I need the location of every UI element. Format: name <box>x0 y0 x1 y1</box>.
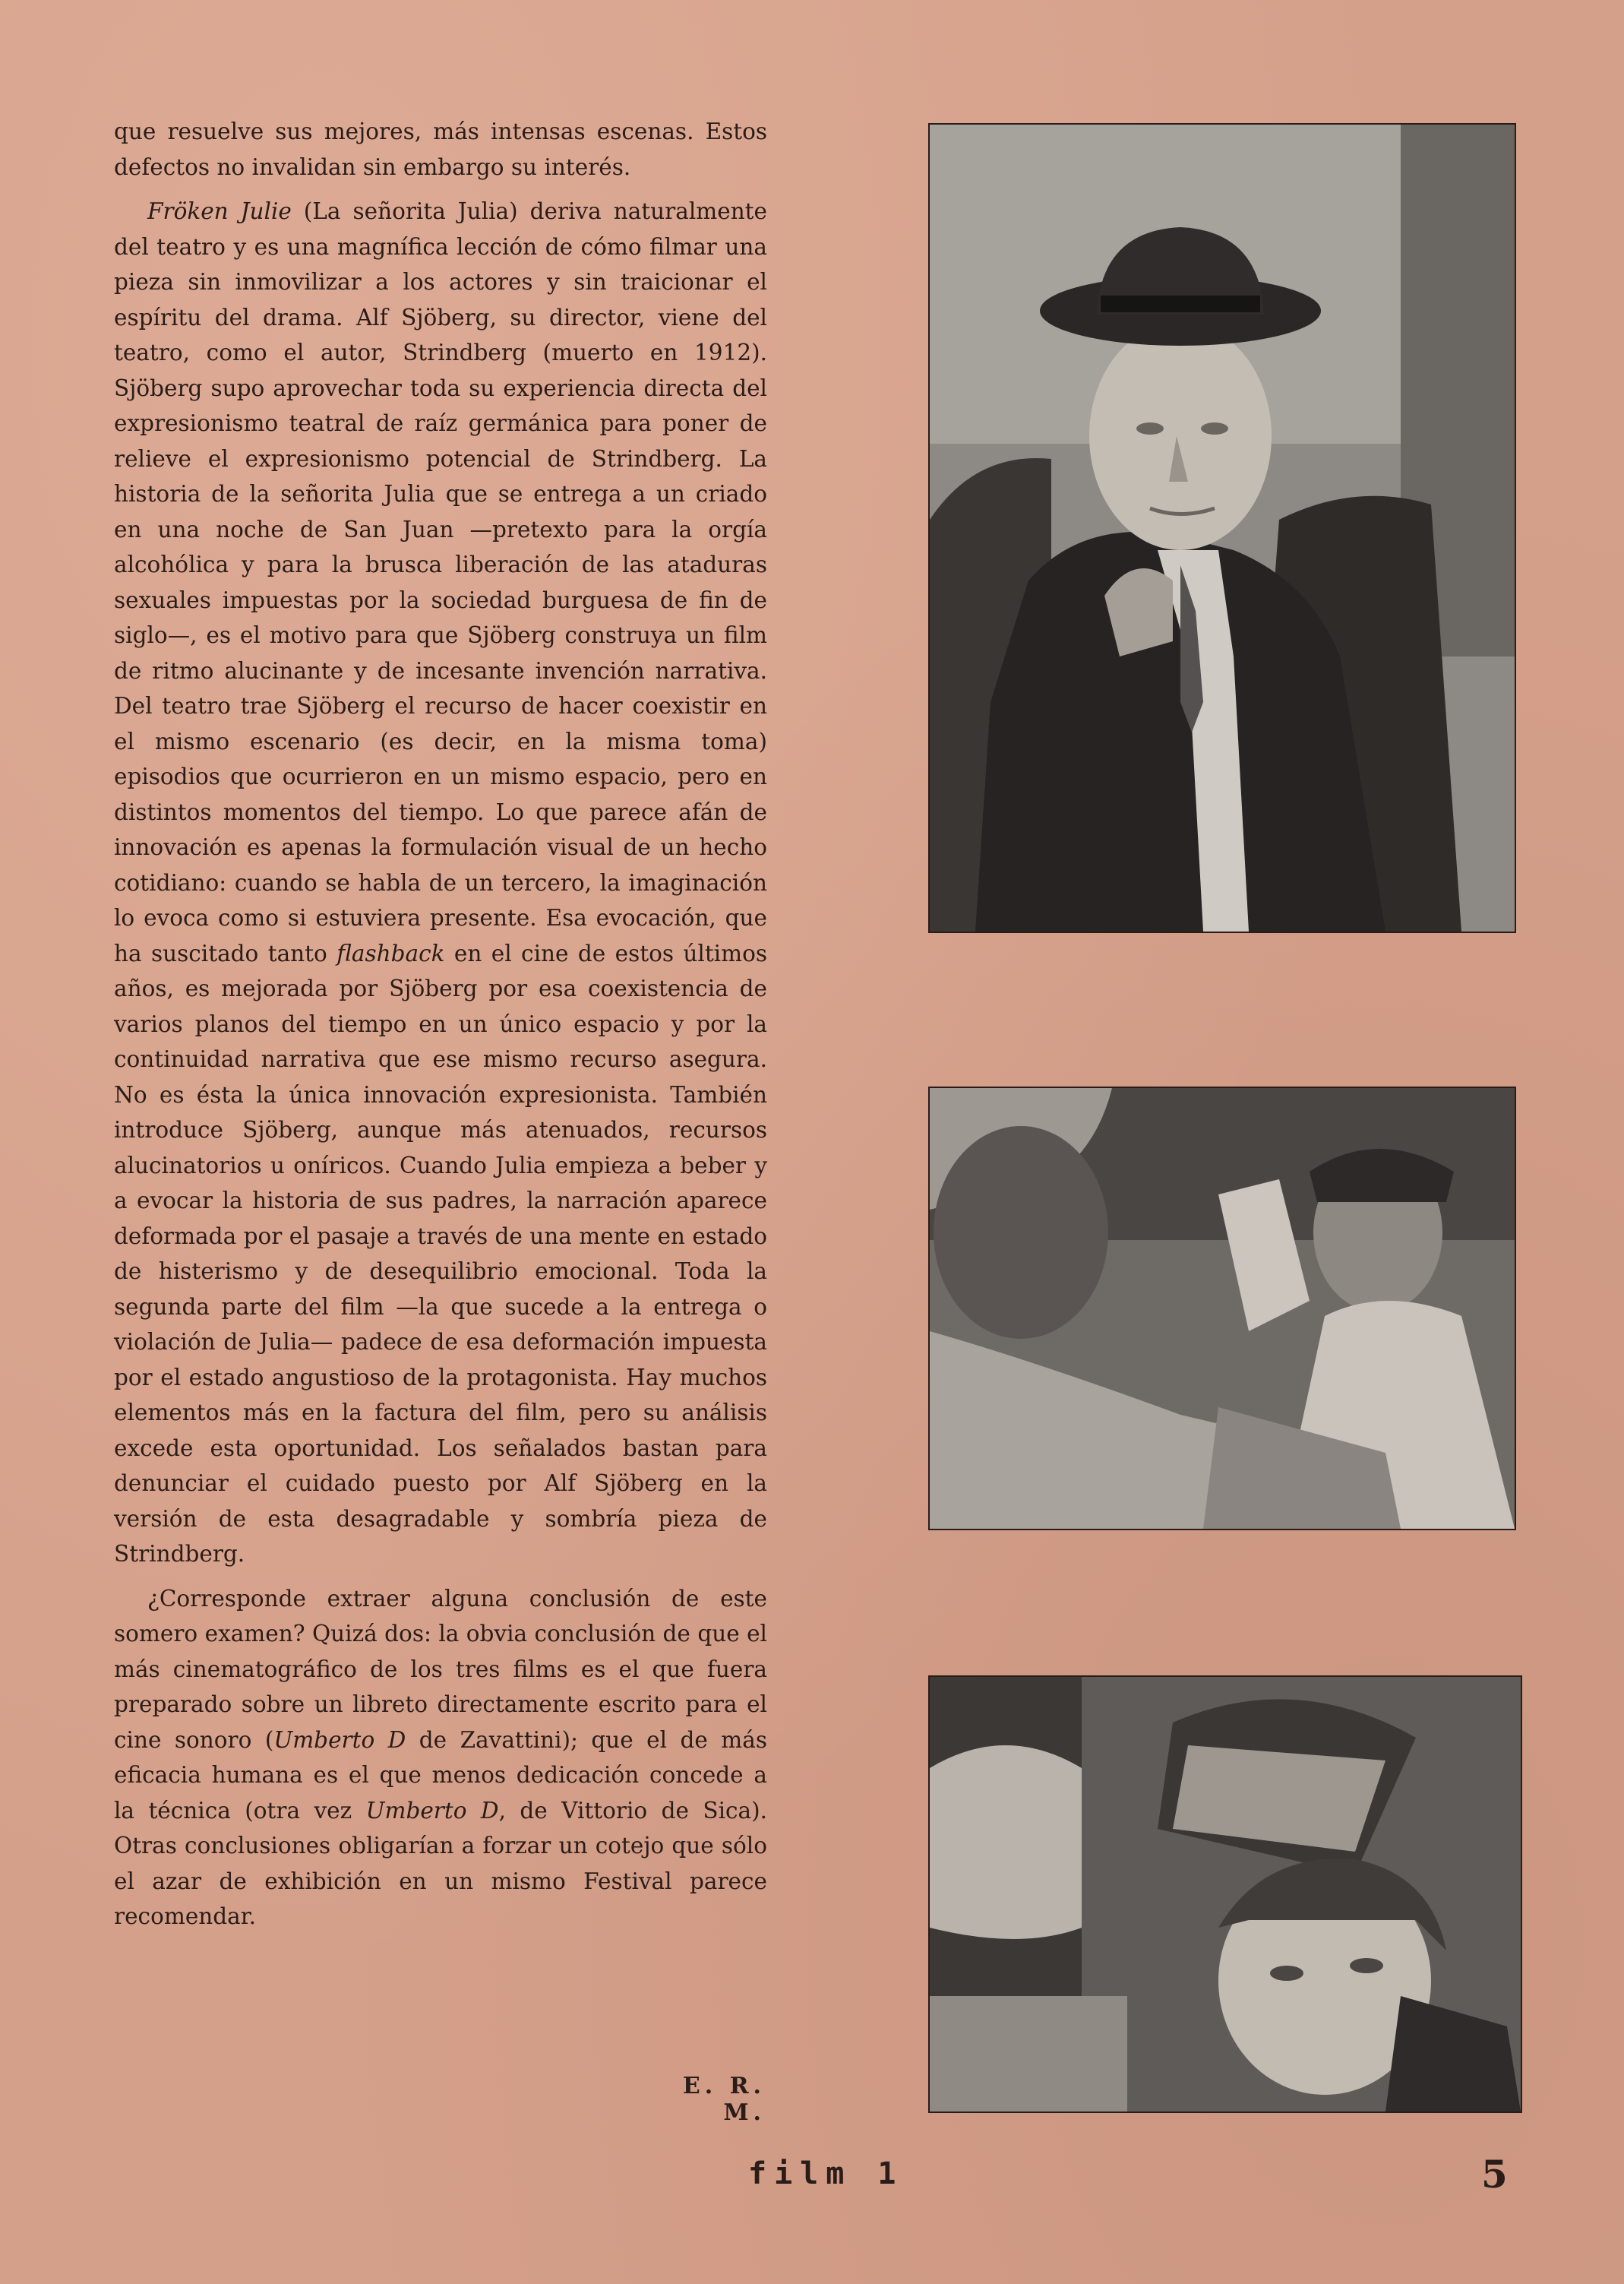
page-number: 5 <box>1481 2152 1508 2197</box>
italic-title: Umberto D <box>365 1797 499 1824</box>
italic-title: flashback <box>336 940 445 966</box>
author-signature: E. R. M. <box>682 2073 766 2126</box>
photo-woman-close-up <box>928 1675 1522 2113</box>
italic-title: Umberto D <box>273 1726 406 1753</box>
text-run: , de Vittorio de Sica). Otras conclusiones obligarían a forzar un cotejo que sólo el azar de exhibición en un mismo Festival parece recomendar. <box>114 1797 767 1929</box>
article-text <box>114 114 767 1934</box>
photo-two-men <box>928 1087 1516 1530</box>
photo-man-in-hat <box>928 123 1516 933</box>
paragraph-3 <box>114 1581 767 1934</box>
text-run: de Zavattini); que el de más eficacia humana es el que menos dedicación concede a la técnica (otra vez <box>114 1726 767 1824</box>
paragraph-2 <box>114 194 767 1572</box>
italic-title: Fröken Julie <box>147 198 292 224</box>
text-run: (La señorita Julia) deriva naturalmente del teatro y es una magnífica lección de cómo filmar una pieza sin inmovilizar a los actores y sin traicionar el espíritu del drama. Alf Sjöberg, su director, viene del teatro, como el autor, Strindberg (muerto en 1912). Sjöberg supo aprovechar toda su experiencia directa del expresionismo teatral de raíz germánica para poner de relieve el expresionismo potencial de Strindberg. La historia de la señorita Julia que se entrega a un criado en una noche de San Juan —pretexto para la orgía alcohólica y para la brusca liberación de las ataduras sexuales impuestas por la sociedad burguesa de fin de siglo—, es el motivo para que Sjöberg construya un film de ritmo alucinante y de incesante invención narrativa. Del teatro trae Sjöberg el recurso de hacer coexistir en el mismo escenario (es decir, en la misma toma) episodios que ocurrieron en un mismo espacio, pero en distintos momentos del tiempo. Lo que parece afán de innovación es apenas la formulación visual de un hecho cotidiano: cuando se habla de un tercero, la imaginación lo evoca como si estuviera presente. Esa evocación, que ha suscitado tanto <box>114 198 767 966</box>
text-run: en el cine de estos últimos años, es mejorada por Sjöberg por esa coexistencia de varios planos del tiempo en un único espacio y por la continuidad narrativa que ese mismo recurso asegura. No es ésta la única innovación expresionista. También introduce Sjöberg, aunque más atenuados, recursos alucinatorios u oníricos. Cuando Julia empieza a beber y a evocar la historia de sus padres, la narración aparece deformada por el pasaje a través de una mente en estado de histerismo y de desequilibrio emocional. Toda la segunda parte del film —la que sucede a la entrega o violación de Julia— padece de esa deformación impuesta por el estado angustioso de la protagonista. Hay muchos elementos más en la factura del film, pero su análisis excede esta oportunidad. Los señalados bastan para denunciar el cuidado puesto por Alf Sjöberg en la versión de esta desagradable y sombría pieza de Strindberg. <box>114 940 767 1567</box>
text-run: que resuelve sus mejores, más intensas escenas. Estos defectos no invalidan sin embargo su interés. <box>114 119 767 180</box>
magazine-name: film 1 <box>748 2156 904 2191</box>
text-run: ¿Corresponde extraer alguna conclusión de este somero examen? Quizá dos: la obvia conclusión de que el más cinematográfico de los tres films es el que fuera preparado sobre un libreto directamente escrito para el cine sonoro ( <box>114 1585 767 1753</box>
paragraph-1 <box>114 114 767 185</box>
